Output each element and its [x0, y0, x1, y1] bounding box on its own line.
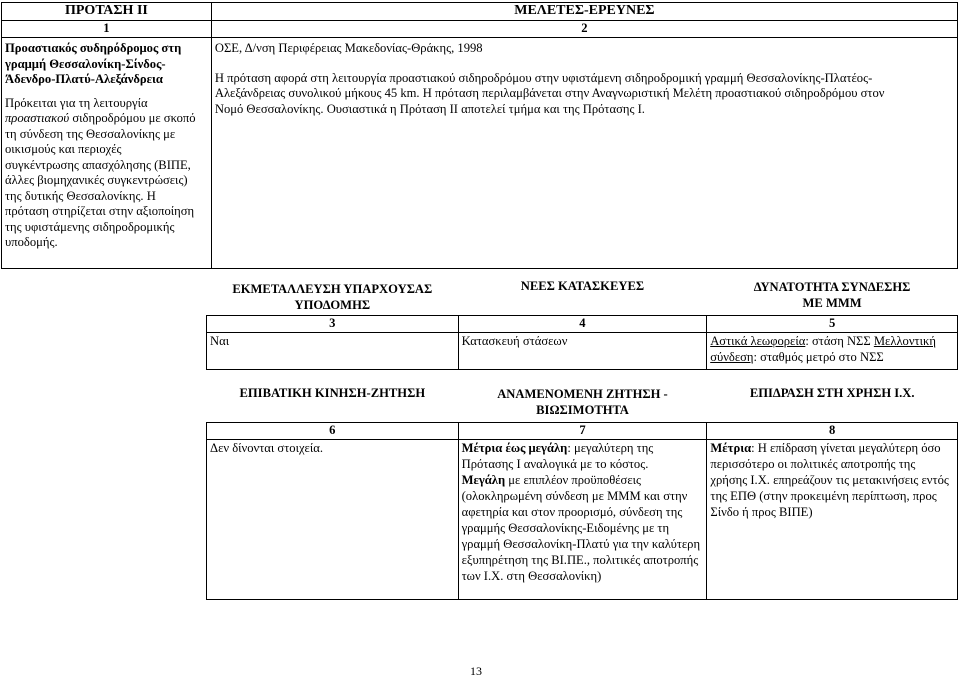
- metro-station-text: : σταθμός μετρό στο ΝΣΣ: [753, 349, 884, 364]
- header-passenger-traffic: ΕΠΙΒΑΤΙΚΗ ΚΙΝΗΣΗ-ΖΗΤΗΣΗ: [207, 386, 459, 422]
- impact-text: : Η επίδραση γίνεται μεγαλύτερη όσο περισσότερο οι πολιτικές αποτροπής της χρήσης Ι.Χ. επηρεάζουν τις μετακινήσεις εντός της ΕΠΘ (στην προκειμένη περίπτωση, προς Σίνδο ή προς ΒΙΠΕ): [710, 440, 949, 519]
- col-number-8: 8: [707, 422, 958, 439]
- study-desc-line: Νομό Θεσσαλονίκης. Ουσιαστικά η Πρόταση ΙΙ αποτελεί τμήμα και της Πρότασης Ι.: [214, 101, 645, 116]
- proposal-table: [1, 2, 958, 269]
- demand-table: [206, 386, 958, 600]
- study-source: ΟΣΕ, Δ/νση Περιφέρειας Μακεδονίας-Θράκης, 1998: [214, 41, 483, 55]
- proposal-cell: [2, 38, 212, 269]
- header-connection-ppt: ΔΥΝΑΤΟΤΗΤΑ ΣΥΝΔΕΣΗΣ ΜΕ ΜΜΜ: [707, 279, 958, 315]
- header-new-constructions: ΝΕΕΣ ΚΑΤΑΣΚΕΥΕΣ: [458, 279, 707, 315]
- value-new-constructions: Κατασκευή στάσεων: [458, 332, 707, 369]
- proposal-desc-line: οικισμούς και περιοχές: [5, 142, 122, 156]
- col-number-7: 7: [458, 422, 707, 439]
- bus-stop-text: : στάση ΝΣΣ: [805, 333, 874, 348]
- proposal-desc-line: συγκέντρωσης απασχόλησης (ΒΙΠΕ,: [5, 157, 191, 172]
- demand-text-2: με επιπλέον προϋποθέσεις (ολοκληρωμένη σύνδεση με ΜΜΜ και στην αφετηρία και στον προορισμό, σύνδεση της γραμμής Θεσσαλονίκης-Ειδομένης με τη γραμμή Θεσσαλονίκη-Πλατύ για την καλύτερη εξυπηρέτηση της ΒΙ.ΠΕ., πολιτικές αποτροπής των Ι.Χ. στη Θεσσαλονίκη): [461, 472, 701, 583]
- future-connection-label: Μελλοντική σύνδεση: [710, 333, 936, 364]
- value-car-use-impact: [707, 439, 958, 599]
- infrastructure-table: [206, 279, 958, 370]
- bus-label: Αστικά λεωφορεία: [710, 333, 806, 348]
- col-number-2: 2: [211, 21, 957, 38]
- header-car-use-impact: ΕΠΙΔΡΑΣΗ ΣΤΗ ΧΡΗΣΗ Ι.Χ.: [707, 386, 958, 422]
- proposal-desc-text: σιδηροδρόμου με σκοπό: [69, 111, 196, 125]
- value-expected-demand: [458, 439, 707, 599]
- study-desc-line: Αλεξάνδρειας συνολικού μήκους 45 km. Η πρόταση περιλαμβάνεται στην Αναγνωριστική Μελέτη προαστιακού σιδηροδρόμου στον: [214, 86, 885, 100]
- proposal-desc-line: της υφιστάμενης σιδηροδρομικής: [5, 219, 175, 234]
- study-desc-line: Η πρόταση αφορά στη λειτουργία προαστιακού σιδηροδρόμου στην υφιστάμενη σιδηροδρομική γραμμή Θεσσαλονίκης-Πλατέος-: [214, 70, 873, 85]
- impact-rating: Μέτρια: [710, 440, 752, 455]
- proposal-desc-line: της δυτικής Θεσσαλονίκης. Η: [5, 188, 156, 203]
- demand-rating-1: Μέτρια έως μεγάλη: [461, 440, 568, 455]
- proposal-title-line: γραμμή Θεσσαλονίκη-Σίνδος-: [5, 56, 166, 71]
- proposal-desc-line: άλλες βιομηχανικές συγκεντρώσεις): [5, 173, 188, 187]
- study-cell: [211, 38, 957, 269]
- col-number-1: 1: [2, 21, 212, 38]
- demand-text-1: : μεγαλύτερη της Πρότασης Ι αναλογικά με το κόστος.: [461, 440, 654, 471]
- page-number: 13: [470, 664, 482, 678]
- proposal-title-line: Προαστιακός συδηρόδρομος στη: [5, 41, 182, 55]
- col-number-3: 3: [207, 315, 459, 332]
- proposal-desc-italic: προαστιακού: [5, 111, 70, 125]
- header-existing-infrastructure: ΕΚΜΕΤΑΛΛΕΥΣΗ ΥΠΑΡΧΟΥΣΑΣ ΥΠΟΔΟΜΗΣ: [207, 279, 459, 315]
- proposal-title-line: Άδενδρο-Πλατύ-Αλεξάνδρεια: [5, 72, 163, 86]
- value-existing-infrastructure: Ναι: [207, 332, 459, 369]
- proposal-desc-line: υποδομής.: [5, 235, 58, 249]
- demand-rating-2: Μεγάλη: [461, 472, 506, 487]
- col-number-5: 5: [707, 315, 958, 332]
- proposal-header: ΠΡΟΤΑΣΗ ΙΙ: [2, 3, 212, 21]
- value-passenger-traffic: Δεν δίνονται στοιχεία.: [207, 439, 459, 599]
- studies-header: ΜΕΛΕΤΕΣ-ΕΡΕΥΝΕΣ: [211, 3, 957, 21]
- value-connection-ppt: [707, 332, 958, 369]
- header-expected-demand: ΑΝΑΜΕΝΟΜΕΝΗ ΖΗΤΗΣΗ - ΒΙΩΣΙΜΟΤΗΤΑ: [458, 386, 707, 422]
- proposal-desc-line: τη σύνδεση της Θεσσαλονίκης με: [5, 126, 176, 141]
- proposal-desc-line: [5, 111, 208, 127]
- proposal-desc-line: Πρόκειται για τη λειτουργία: [5, 95, 148, 110]
- col-number-4: 4: [458, 315, 707, 332]
- col-number-6: 6: [207, 422, 459, 439]
- proposal-desc-line: πρόταση στηρίζεται στην αξιοποίηση: [5, 204, 195, 218]
